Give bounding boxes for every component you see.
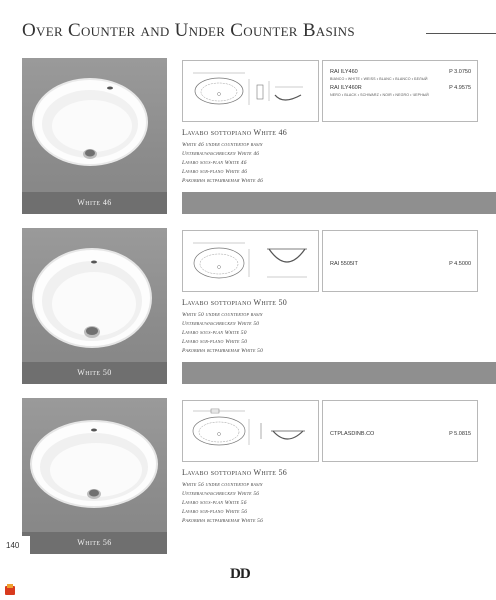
product-code: RAI ILY460 <box>330 69 358 75</box>
description-line: Lavabo sous-plan White 50 <box>182 330 247 336</box>
description-line: Lavabo sub-plano White 56 <box>182 509 248 515</box>
grey-bar <box>182 192 496 214</box>
technical-drawing <box>182 230 319 292</box>
color-list: NERO • BLACK • SCHWARZ • NOIR • NEGRO • ЧЕРНЫЙ <box>330 93 429 97</box>
photo-label: White 46 <box>22 192 167 214</box>
price-row <box>330 261 471 268</box>
product-code: RAI 5505IT <box>330 261 358 267</box>
product-white-56 <box>22 398 496 554</box>
basin-image <box>22 58 167 214</box>
product-white-50 <box>22 228 496 384</box>
description-line: Unterbauwaschbecken White 50 <box>182 321 260 327</box>
description-title: Lavabo sottopiano White 56 <box>182 468 288 477</box>
grey-bar <box>182 362 496 384</box>
drawing-svg <box>183 61 318 121</box>
price-box <box>322 400 478 462</box>
product-price: P 4.5000 <box>449 261 471 267</box>
price-row <box>330 85 471 92</box>
description-line: Lavabo sub-plano White 46 <box>182 169 248 175</box>
product-code: CTPLASDINB.CO <box>330 431 375 437</box>
product-description <box>182 298 472 356</box>
title-rule <box>426 33 496 34</box>
description-line: Unterbauwaschbecken White 56 <box>182 491 260 497</box>
photo-label: White 56 <box>22 532 167 554</box>
product-photo <box>22 228 167 384</box>
product-price: P 4.9575 <box>449 85 471 91</box>
color-list: BIANCO • WHITE • WEISS • BLANC • BLANCO • БЕЛЫЙ <box>330 77 428 81</box>
page-number: 140 <box>0 536 30 556</box>
product-photo <box>22 58 167 214</box>
description-line: Lavabo sous-plan White 56 <box>182 500 247 506</box>
product-price: P 3.0750 <box>449 69 471 75</box>
price-box <box>322 60 478 122</box>
product-description <box>182 468 472 526</box>
product-code: RAI ILY460R <box>330 85 362 91</box>
description-line: Unterbauwaschbecken White 46 <box>182 151 260 157</box>
product-white-46 <box>22 58 496 214</box>
drawing-svg <box>183 401 318 461</box>
product-photo <box>22 398 167 554</box>
technical-drawing <box>182 60 319 122</box>
photo-label: White 50 <box>22 362 167 384</box>
page-title: Over Counter and Under Counter Basins <box>22 20 355 41</box>
price-row <box>330 431 471 438</box>
description-title: Lavabo sottopiano White 50 <box>182 298 288 307</box>
description-line: White 46 under countertop basin <box>182 142 263 148</box>
description-line: Lavabo sous-plan White 46 <box>182 160 247 166</box>
description-line: Раковина встраиваемая White 46 <box>182 178 264 184</box>
pdf-icon[interactable] <box>4 584 16 596</box>
product-price: P 5.0815 <box>449 431 471 437</box>
price-box <box>322 230 478 292</box>
technical-drawing <box>182 400 319 462</box>
description-line: White 50 under countertop basin <box>182 312 263 318</box>
description-line: White 56 under countertop basin <box>182 482 263 488</box>
product-description <box>182 128 472 186</box>
brand-logo: DD <box>230 566 250 582</box>
basin-image <box>22 228 167 384</box>
description-line: Раковина встраиваемая White 50 <box>182 348 264 354</box>
description-line: Lavabo sub-plano White 50 <box>182 339 248 345</box>
description-title: Lavabo sottopiano White 46 <box>182 128 288 137</box>
drawing-svg <box>183 231 318 291</box>
price-row <box>330 69 471 76</box>
basin-image <box>22 398 167 554</box>
description-line: Раковина встраиваемая White 56 <box>182 518 264 524</box>
